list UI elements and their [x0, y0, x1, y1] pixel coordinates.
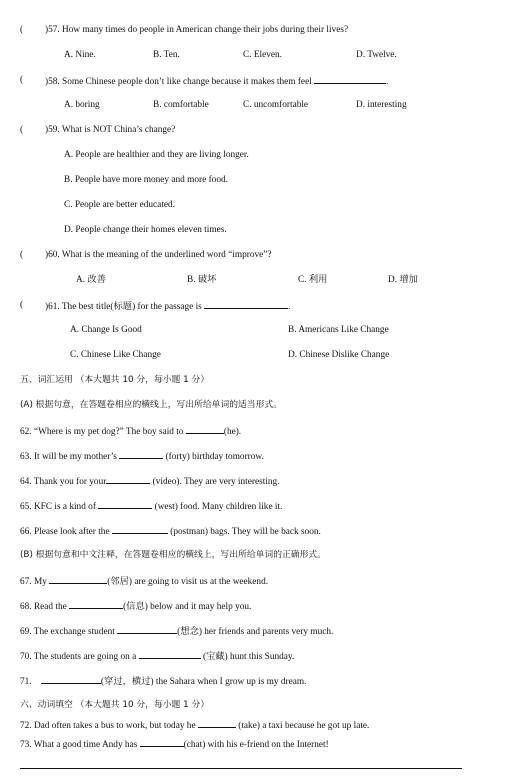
question-text-before: 71.	[20, 677, 32, 687]
option-c: C. uncomfortable	[243, 100, 309, 110]
answer-blank[interactable]	[119, 449, 163, 459]
question-text-after: (邻居) are going to visit us at the weekend.	[107, 577, 269, 587]
question-text-before: 62. “Where is my pet dog?” The boy said to	[20, 427, 184, 437]
question-text: )57. How many times do people in American change their jobs during their lives?	[45, 25, 349, 35]
question-73	[20, 737, 329, 751]
answer-blank[interactable]	[186, 424, 224, 434]
question-text-before: )61. The best title(标题) for the passage is	[45, 302, 202, 312]
option-b: B. People have more money and more food.	[64, 175, 228, 185]
answer-blank[interactable]	[41, 674, 101, 684]
option-a: A. Change Is Good	[70, 325, 142, 335]
question-text-after: (west) food. Many children like it.	[154, 502, 283, 512]
question-text-before: 70. The students are going on a	[20, 652, 137, 662]
question-text-before: 73. What a good time Andy has	[20, 740, 138, 750]
section-5-heading: 五、词汇运用 （本大题共 10 分，每小题 1 分）	[20, 375, 210, 385]
answer-paren: (	[20, 75, 24, 85]
answer-blank[interactable]	[106, 474, 150, 484]
question-text-before: 72. Dad often takes a bus to work, but today he	[20, 721, 196, 731]
question-64	[20, 474, 280, 488]
question-text-before: 69. The exchange student	[20, 627, 115, 637]
question-text-before: 65. KFC is a kind of	[20, 502, 96, 512]
answer-paren: (	[20, 250, 24, 260]
question-text-before: 67. My	[20, 577, 47, 587]
answer-blank[interactable]	[314, 74, 386, 84]
option-a: A. Nine.	[64, 50, 96, 60]
option-c: C. Chinese Like Change	[70, 350, 161, 360]
question-text	[45, 299, 290, 313]
answer-blank[interactable]	[117, 624, 177, 634]
question-text-after: .	[288, 302, 291, 312]
question-text-after: (he).	[223, 427, 242, 437]
option-b: B. Americans Like Change	[288, 325, 389, 335]
question-text-after: (postman) bags. They will be back soon.	[170, 527, 321, 537]
bottom-divider	[20, 768, 462, 769]
question-text: )59. What is NOT China’s change?	[45, 125, 176, 135]
option-d: D. People change their homes eleven times.	[64, 225, 227, 235]
option-b: B. comfortable	[153, 100, 209, 110]
option-c: C. Eleven.	[243, 50, 282, 60]
question-text-after: (穿过，横过) the Sahara when I grow up is my dream.	[100, 677, 307, 687]
question-text-after: (宝藏) hunt this Sunday.	[202, 652, 295, 662]
section-6-heading: 六、动词填空 （本大题共 10 分，每小题 1 分）	[20, 700, 210, 710]
question-text-before: 66. Please look after the	[20, 527, 110, 537]
question-68	[20, 599, 251, 613]
question-text-after: (forty) birthday tomorrow.	[165, 452, 264, 462]
answer-blank[interactable]	[204, 299, 288, 309]
question-text-after: (信息) below and it may help you.	[123, 602, 252, 612]
question-text-after: (video). They are very interesting.	[152, 477, 280, 487]
option-c: C. People are better educated.	[64, 200, 175, 210]
option-c: C. 利用	[298, 275, 328, 285]
answer-blank[interactable]	[112, 524, 168, 534]
answer-blank[interactable]	[139, 649, 201, 659]
question-text-after: .	[386, 77, 389, 87]
question-text-before: 64. Thank you for your	[20, 477, 107, 487]
question-text-after: (chat) with his e-friend on the Internet!	[183, 740, 329, 750]
answer-blank[interactable]	[140, 737, 184, 747]
question-72	[20, 718, 369, 732]
question-70	[20, 649, 294, 663]
answer-paren: (	[20, 25, 24, 35]
option-b: B. Ten.	[153, 50, 180, 60]
option-d: D. Chinese Dislike Change	[288, 350, 390, 360]
answer-blank[interactable]	[49, 574, 107, 584]
section-5-part-b: (B) 根据句意和中文注释，在答题卷相应的横线上，写出所给单词的正确形式。	[20, 550, 326, 560]
question-text	[45, 74, 388, 88]
answer-blank[interactable]	[98, 499, 152, 509]
question-62	[20, 424, 241, 438]
question-text-before: 68. Read the	[20, 602, 67, 612]
option-b: B. 破坏	[187, 275, 217, 285]
option-a: A. People are healthier and they are living longer.	[64, 150, 249, 160]
section-5-part-a: (A) 根据句意，在答题卷相应的横线上，写出所给单词的适当形式。	[20, 400, 282, 410]
question-71	[20, 674, 306, 688]
answer-paren: (	[20, 300, 24, 310]
question-text: )60. What is the meaning of the underlined word “improve”?	[45, 250, 272, 260]
option-d: D. interesting	[356, 100, 407, 110]
option-a: A. boring	[64, 100, 100, 110]
question-67	[20, 574, 268, 588]
answer-blank[interactable]	[198, 718, 236, 728]
answer-blank[interactable]	[69, 599, 123, 609]
question-63	[20, 449, 264, 463]
question-65	[20, 499, 282, 513]
question-66	[20, 524, 321, 538]
option-d: D. Twelve.	[356, 50, 397, 60]
question-text-after: (take) a taxi because he got up late.	[238, 721, 370, 731]
option-d: D. 增加	[388, 275, 418, 285]
question-text-before: 63. It will be my mother’s	[20, 452, 117, 462]
question-text-before: )58. Some Chinese people don’t like change because it makes them feel	[45, 77, 312, 87]
question-69	[20, 624, 333, 638]
question-text-after: (想念) her friends and parents very much.	[177, 627, 334, 637]
option-a: A. 改善	[76, 275, 106, 285]
answer-paren: (	[20, 125, 24, 135]
